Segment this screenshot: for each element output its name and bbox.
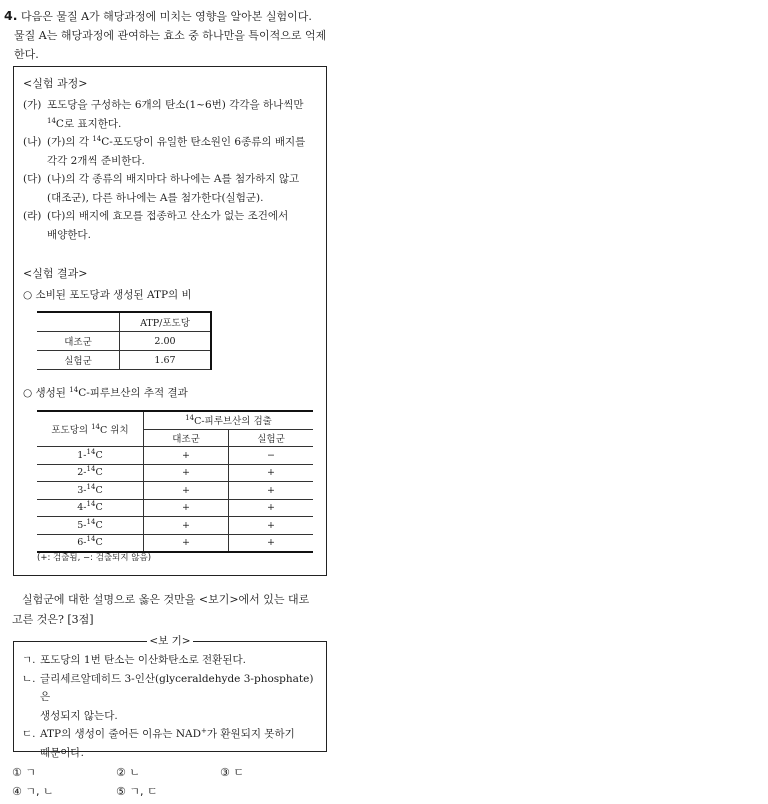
- pyruvate-tracking-table: [37, 410, 313, 553]
- table-row: [37, 411, 313, 429]
- table-row: 4-$^{14}$C + +: [37, 499, 313, 517]
- stem-line-2: 물질 A는 해당과정에 관여하는 효소 중 하나만을 특이적으로 억제: [14, 29, 327, 42]
- bogi-title: <보 기>: [149, 635, 191, 647]
- question-prompt: 실험군에 대한 설명으로 옳은 것만을 <보기>에서 있는 대로 고른 것은? [3점]: [12, 593, 310, 626]
- results-bullet-2: ○ 생성된 $^{14}$C-피루브산의 추적 결과: [23, 386, 188, 399]
- atp-ratio-table: [37, 311, 212, 370]
- table-note: (+: 검출됨, −: 검출되지 않음): [37, 553, 152, 563]
- bogi-item-digeut: ㄷ. ATP의 생성이 줄어든 이유는 NAD+가 환원되지 못하기: [22, 727, 295, 740]
- question-stem: [4, 6, 329, 64]
- choice-3[interactable]: ③ ㄷ: [220, 766, 244, 779]
- procedure-steps: (가) 포도당을 구성하는 6개의 탄소(1~6번) 각각을 하나씩만 $^{14}$C로 표지한다. (나) (가)의 각 $^{14}$C-포도당이 유일한 탄소원인 6종류의 배지를 각각 2개씩 준비한다. (다) (나)의 각 종류의 배지마다 하나에는 A를 첨가하지 않고 (대조군), 다른 하나에는 A를 첨가한다(실험군). (라) (다)의 배지에 효모를 접종하고 산소가 없는 조건에서 배양한다.: [23, 96, 323, 244]
- table-row: 6-$^{14}$C + +: [37, 534, 313, 552]
- stem-line-1: 다음은 물질 A가 해당과정에 미치는 영향을 알아본 실험이다.: [20, 10, 312, 23]
- step-ra: (라) (다)의 배지에 효모를 접종하고 산소가 없는 조건에서: [23, 210, 289, 222]
- table-row: 3-$^{14}$C + +: [37, 482, 313, 500]
- bogi-item-nieun: ㄴ. 글리세르알데히드 3-인산(glyceraldehyde 3-phosphate)은: [22, 672, 314, 703]
- question-number: 4.: [4, 8, 18, 23]
- bogi-box: <보 기> ㄱ. 포도당의 1번 탄소는 이산화탄소로 전환된다. ㄴ. 글리세르알데히드 3-인산(glyceraldehyde 3-phosphate)은 생성되지 않는다. ㄷ. ATP의 생성이 줄어든 이유는 NAD+가 환원되지 못하기 때문이다.: [13, 641, 327, 752]
- bogi-item-giyeok: ㄱ. 포도당의 1번 탄소는 이산화탄소로 전환된다.: [22, 654, 246, 666]
- table-row: 대조군 실험군: [37, 429, 313, 447]
- table-row: 실험군 1.67: [37, 351, 211, 370]
- step-na: (나) (가)의 각 $^{14}$C-포도당이 유일한 탄소원인 6종류의 배지를: [23, 135, 306, 148]
- position-header: 포도당의 $^{14}$C 위치: [37, 411, 144, 447]
- table-row: 5-$^{14}$C + +: [37, 517, 313, 535]
- table-row: [37, 312, 211, 332]
- choice-1[interactable]: ① ㄱ: [12, 766, 36, 779]
- choice-5[interactable]: ⑤ ㄱ, ㄷ: [116, 785, 158, 798]
- table-row: 2-$^{14}$C + +: [37, 464, 313, 482]
- step-da: (다) (나)의 각 종류의 배지마다 하나에는 A를 첨가하지 않고: [23, 173, 300, 185]
- atp-header: ATP/포도당: [120, 312, 212, 332]
- detection-header: $^{14}$C-피루브산의 검출: [144, 411, 314, 429]
- table-row: 대조군 2.00: [37, 332, 211, 351]
- choice-4[interactable]: ④ ㄱ, ㄴ: [12, 785, 54, 798]
- procedure-title: <실험 과정>: [23, 77, 88, 90]
- step-ga: (가) 포도당을 구성하는 6개의 탄소(1~6번) 각각을 하나씩만: [23, 99, 304, 111]
- table-row: 1-$^{14}$C + −: [37, 447, 313, 465]
- results-bullet-1: ○ 소비된 포도당과 생성된 ATP의 비: [23, 289, 192, 301]
- stem-line-3: 한다.: [14, 48, 39, 61]
- experiment-box: [13, 66, 327, 576]
- choice-2[interactable]: ② ㄴ: [116, 766, 140, 779]
- results-title: <실험 결과>: [23, 267, 88, 280]
